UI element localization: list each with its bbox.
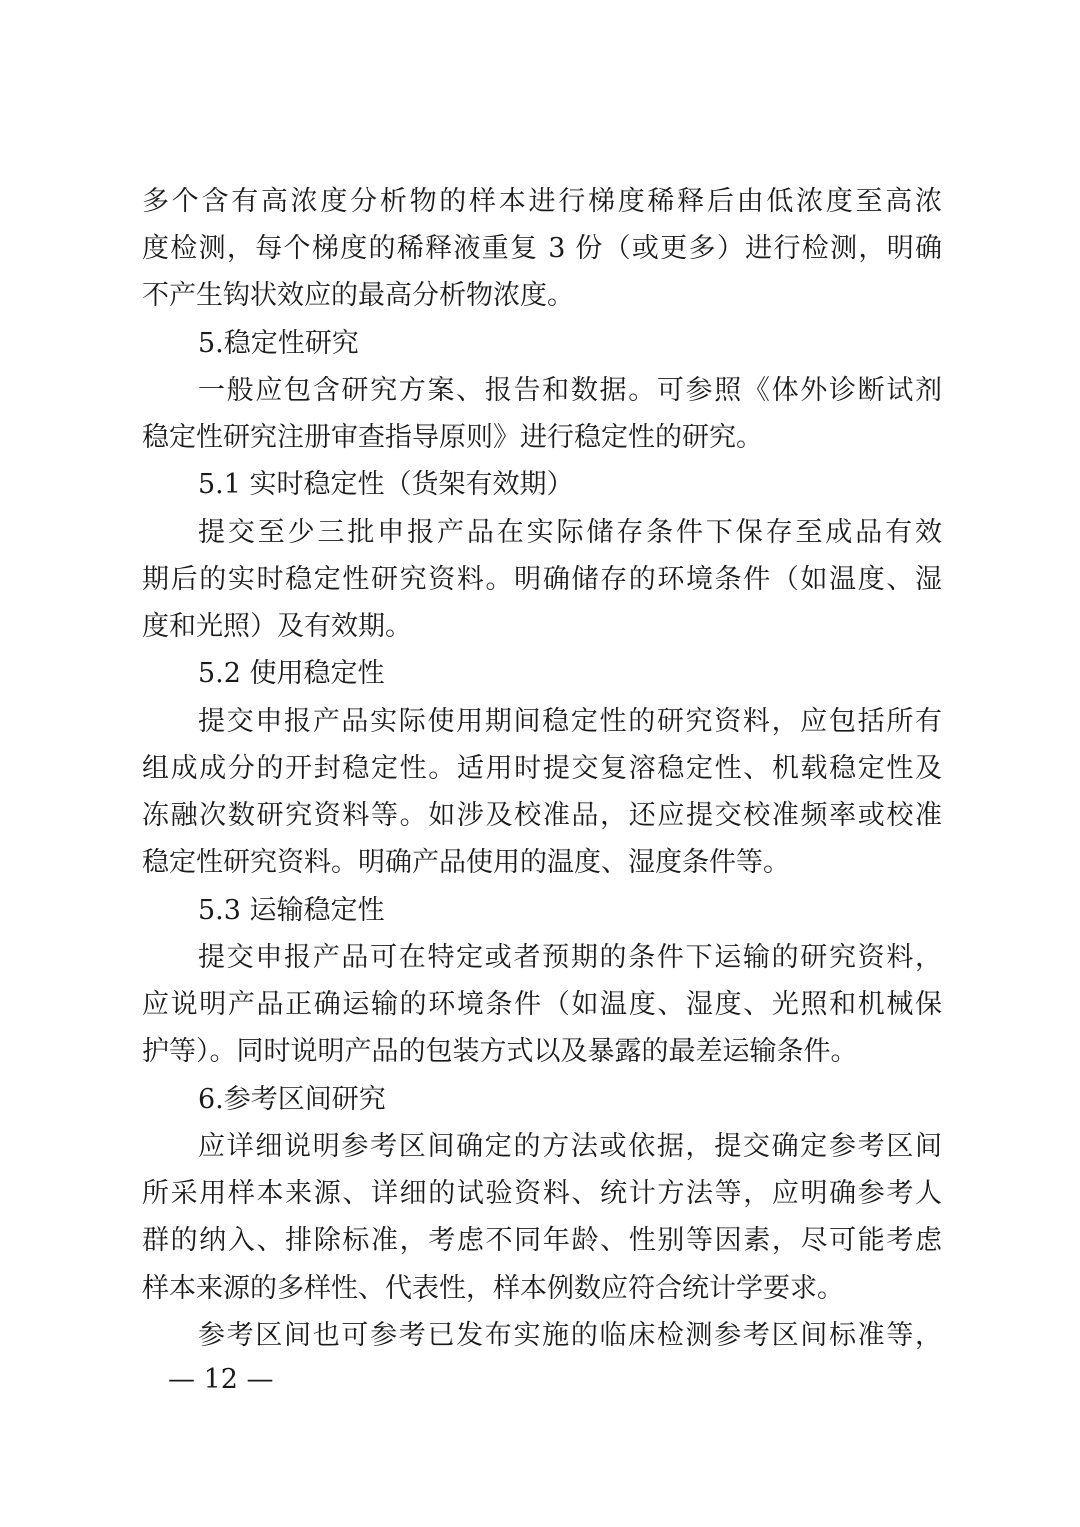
body-text-line: 应说明产品正确运输的环境条件（如温度、湿度、光照和机械保 [142,989,942,1020]
section-heading: 5.稳定性研究 [198,328,359,359]
section-heading: 6.参考区间研究 [198,1084,386,1115]
body-text-line: 度检测，每个梯度的稀释液重复 3 份（或更多）进行检测，明确 [142,233,942,264]
body-text-line: 应详细说明参考区间确定的方法或依据，提交确定参考区间 [198,1131,942,1162]
body-text-line: 不产生钩状效应的最高分析物浓度。 [142,280,574,311]
body-text-line: 期后的实时稳定性研究资料。明确储存的环境条件（如温度、湿 [142,564,942,595]
subsection-heading: 5.3 运输稳定性 [198,895,385,926]
body-text-line: 多个含有高浓度分析物的样本进行梯度稀释后由低浓度至高浓 [142,186,942,217]
body-text-line: 护等）。同时说明产品的包装方式以及暴露的最差运输条件。 [142,1036,858,1067]
body-text-line: 提交申报产品实际使用期间稳定性的研究资料，应包括所有 [198,706,942,737]
body-text-line: 样本来源的多样性、代表性，样本例数应符合统计学要求。 [142,1273,844,1304]
body-text-line: 稳定性研究注册审查指导原则》进行稳定性的研究。 [142,422,763,453]
body-text-line: 参考区间也可参考已发布实施的临床检测参考区间标准等， [198,1320,942,1351]
body-text-line: 组成成分的开封稳定性。适用时提交复溶稳定性、机载稳定性及 [142,753,942,784]
page-number: — 12 — [168,1364,274,1395]
body-text-line: 提交至少三批申报产品在实际储存条件下保存至成品有效 [198,517,942,548]
body-text-line: 度和光照）及有效期。 [142,611,412,642]
body-text-line: 提交申报产品可在特定或者预期的条件下运输的研究资料， [198,942,942,973]
subsection-heading: 5.2 使用稳定性 [198,658,385,689]
subsection-heading: 5.1 实时稳定性（货架有效期） [198,469,574,500]
body-text-line: 冻融次数研究资料等。如涉及校准品，还应提交校准频率或校准 [142,800,942,831]
body-text-line: 稳定性研究资料。明确产品使用的温度、湿度条件等。 [142,847,790,878]
body-text-line: 所采用样本来源、详细的试验资料、统计方法等，应明确参考人 [142,1178,942,1209]
body-text-line: 群的纳入、排除标准，考虑不同年龄、性别等因素，尽可能考虑 [142,1225,942,1256]
body-text-line: 一般应包含研究方案、报告和数据。可参照《体外诊断试剂 [198,375,942,406]
